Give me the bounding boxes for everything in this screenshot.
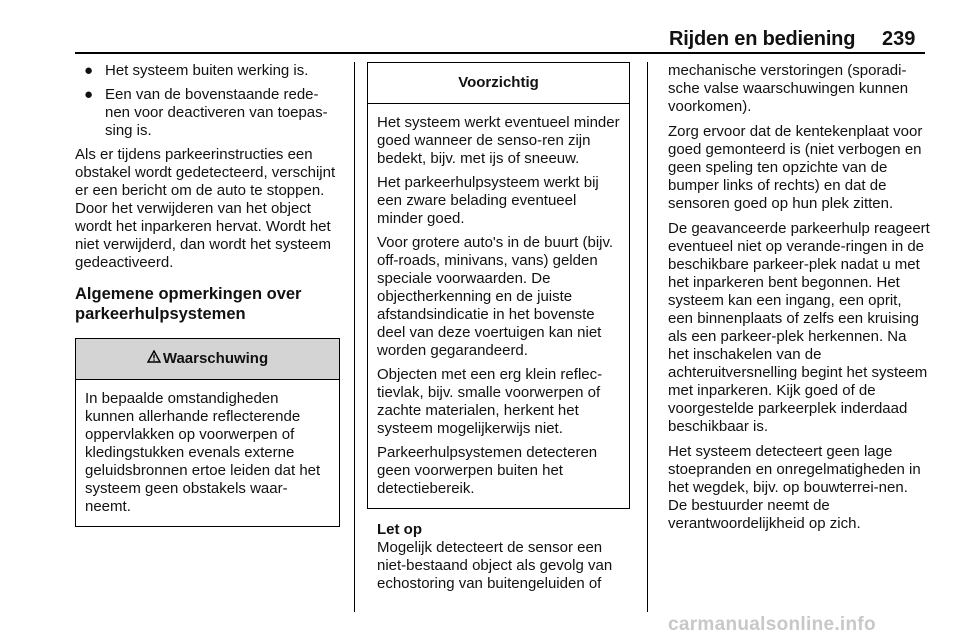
right-column	[668, 62, 930, 540]
list-item: ● Het systeem buiten werking is.	[84, 62, 309, 79]
body-paragraph: Als er tijdens parkeerinstructies een obstakel wordt gedetecteerd, verschijnt er een bericht om de auto te stoppen. Door het verwijderen van het object wordt het inparkeren hervat. Wordt het niet verwijderd, dan wordt het systeem gedeactiveerd.	[75, 146, 336, 271]
caution-paragraph: Voor grotere auto's in de buurt (bijv. off-roads, minivans, vans) gelden speciale voorwaarden. De objectherkenning en de juiste afstandsindicatie in het bovenste deel van deze voertuigen kan niet worden gegarandeerd.	[377, 234, 614, 359]
note-block	[367, 521, 630, 593]
note-text: Mogelijk detecteert de sensor een niet-bestaand object als gevolg van echostoring van buitengeluiden of	[377, 539, 613, 592]
warning-triangle-icon	[147, 350, 161, 368]
body-paragraph: De geavanceerde parkeerhulp reageert eventueel niet op verande-ringen in de beschikbare parkeer-plek nadat u met het inparkeren bent begonnen. Het systeem kan een ingang, een oprit, een binnenplaats of zelfs een kruising als een parkeer-plek herkennen. Na het inschakelen van de achteruitversnelling begint het systeem met inparkeren. Kijk goed of de voorgestelde parkeerplek inderdaad beschikbaar is.	[668, 220, 930, 435]
watermark: carmanualsonline.info	[668, 614, 876, 635]
warning-title: Waarschuwing	[162, 350, 269, 367]
caution-box	[367, 62, 630, 509]
warning-text: In bepaalde omstandigheden kunnen allerhande reflecterende oppervlakken op voorwerpen of kledingstukken evenals externe geluidsbronnen ertoe leiden dat het systeem geen obstakels waar-neemt.	[85, 390, 321, 515]
list-item: ● Een van de bovenstaande rede-nen voor deactiveren van toepas-sing is.	[84, 86, 328, 139]
warning-body	[76, 380, 339, 526]
caution-header: Voorzichtig	[368, 63, 629, 104]
page-number: 239	[882, 28, 916, 50]
caution-paragraph: Objecten met een erg klein reflec-tievlak, bijv. smalle voorwerpen of zachte materialen, herkent het systeem mogelijkerwijs niet.	[377, 366, 603, 437]
caution-paragraph: Het parkeerhulpsysteem werkt bij een zware belading eventueel minder goed.	[377, 174, 599, 227]
column-divider	[354, 62, 355, 612]
warning-box	[75, 338, 340, 527]
column-divider	[647, 62, 648, 612]
body-paragraph: mechanische verstoringen (sporadi-sche valse waarschuwingen kunnen voorkomen).	[668, 62, 909, 115]
caution-paragraph: Het systeem werkt eventueel minder goed wanneer de senso-ren zijn bedekt, bijv. met ijs of sneeuw.	[377, 114, 620, 167]
note-title: Let op	[377, 521, 422, 538]
warning-header	[76, 339, 339, 380]
middle-column	[367, 62, 630, 593]
bullet-icon: ●	[84, 86, 94, 103]
header-divider	[75, 52, 925, 54]
body-paragraph: Het systeem detecteert geen lage stoepranden en onregelmatigheden in het wegdek, bijv. op bouwterrei-nen. De bestuurder neemt de verantwoordelijkheid op zich.	[668, 443, 921, 532]
bullet-icon: ●	[84, 62, 94, 79]
caution-paragraph: Parkeerhulpsystemen detecteren geen voorwerpen buiten het detectiebereik.	[377, 444, 598, 497]
section-heading: Algemene opmerkingen over parkeerhulpsystemen	[75, 285, 302, 323]
page-header-title: Rijden en bediening	[669, 28, 856, 50]
caution-body	[368, 104, 629, 508]
body-paragraph: Zorg ervoor dat de kentekenplaat voor goed gemonteerd is (niet verbogen en geen speling ten opzichte van de bumper links of rechts) en dat de sensoren goed op hun plek zitten.	[668, 123, 923, 212]
left-column	[75, 62, 340, 527]
bullet-list	[75, 62, 340, 140]
